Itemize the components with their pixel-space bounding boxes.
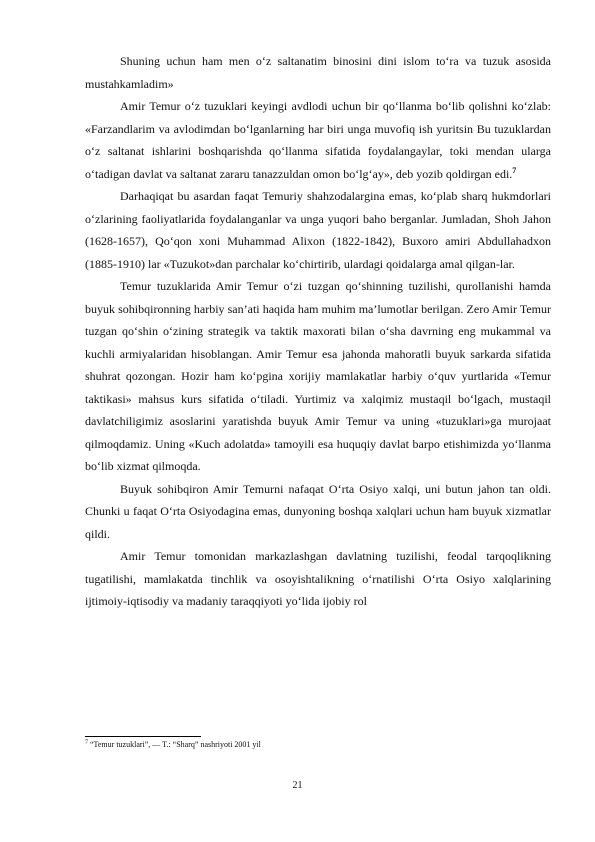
paragraph-5: Buyuk sohibqiron Amir Temurni nafaqat O‘rta Osiyo xalqi, uni butun jahon tan oldi. Chunki u faqat O‘rta Osiyodagina emas, dunyoning boshqa xalqlari uchun ham buyuk xizmatlar qildi. <box>85 481 551 541</box>
footnote-marker: 7 <box>85 739 88 746</box>
footnote-text: “Temur tuzuklari”, — T.: “Sharq” nashriyoti 2001 yil <box>88 740 261 749</box>
paragraph-6: Amir Temur tomonidan markazlashgan davlatning tuzilishi, feodal tarqoqlikning tugatilishi, mamlakatda tinchlik va osoyishtalikning o‘rnatilishi O‘rta Osiyo xalqlarining ijtimoiy-iqtisodiy va madaniy taraqqiyoti yo‘lida ijobiy rol <box>85 549 551 608</box>
footnote-separator <box>85 736 201 737</box>
paragraph-2 <box>85 95 551 185</box>
paragraph-4: Temur tuzuklarida Amir Temur o‘zi tuzgan qo‘shinning tuzilishi, qurollanishi hamda buyuk sohibqironning harbiy san’ati haqida ham muhim ma’lumotlar berilgan. Zero Amir Temur tuzgan qo‘shin o‘zining strategik va taktik maxorati bilan o‘sha davrning eng mukammal va kuchli armiyalaridan hisoblangan. Amir Temur esa jahonda mahoratli buyuk sarkarda sifatida shuhrat qozongan. Hozir ham ko‘pgina xorijiy mamlakatlar harbiy o‘quv yurtlarida «Temur taktikasi» mahsus kurs sifatida o‘tiladi. Yurtimiz va xalqimiz mustaqil bo‘lgach, mustaqil davlatchiligimiz asoslarini yaratishda buyuk Amir Temur va uning «tuzuklari»ga murojaat qilmoqdamiz. Uning «Kuch adolatda» tamoyili esa huquqiy davlat barpo etishimizda yo‘llanma bo‘lib xizmat qilmoqda. <box>85 279 551 473</box>
page-number: 21 <box>292 780 303 791</box>
footnote-reference[interactable]: 7 <box>512 165 517 175</box>
paragraph-1: Shuning uchun ham men o‘z saltanatim binosini dini islom to‘ra va tuzuk asosida mustahkamladim» <box>85 54 551 91</box>
paragraph-3: Darhaqiqat bu asardan faqat Temuriy shahzodalargina emas, ko‘plab sharq hukmdorlari o‘zlarining faoliyatlarida foydalanganlar va unga yuqori baho berganlar. Jumladan, Shoh Jahon (1628-1657), Qo‘qon xoni Muhammad Alixon (1822-1842), Buxoro amiri Abdullahadxon (1885-1910) lar «Tuzukot»dan parchalar ko‘chirtirib, ulardagi qoidalarga amal qilgan-lar. <box>85 189 551 271</box>
page-body <box>85 50 551 613</box>
footnote <box>85 739 551 751</box>
paragraph-2-text: Amir Temur o‘z tuzuklari keyingi avdlodi uchun bir qo‘llanma bo‘lib qolishni ko‘zlab: «Farzandlarim va avlodimdan bo‘lganlarning har biri unga muvofiq ish yuritsin Bu tuzuklardan o‘z saltanat ishlarini boshqarishda qo‘llanma sifatida foydalangaylar, toki mendan ularga o‘tadigan davlat va saltanat zararu tanazzuldan omon bo‘lg‘ay», deb yozib qoldirgan edi. <box>85 99 551 181</box>
